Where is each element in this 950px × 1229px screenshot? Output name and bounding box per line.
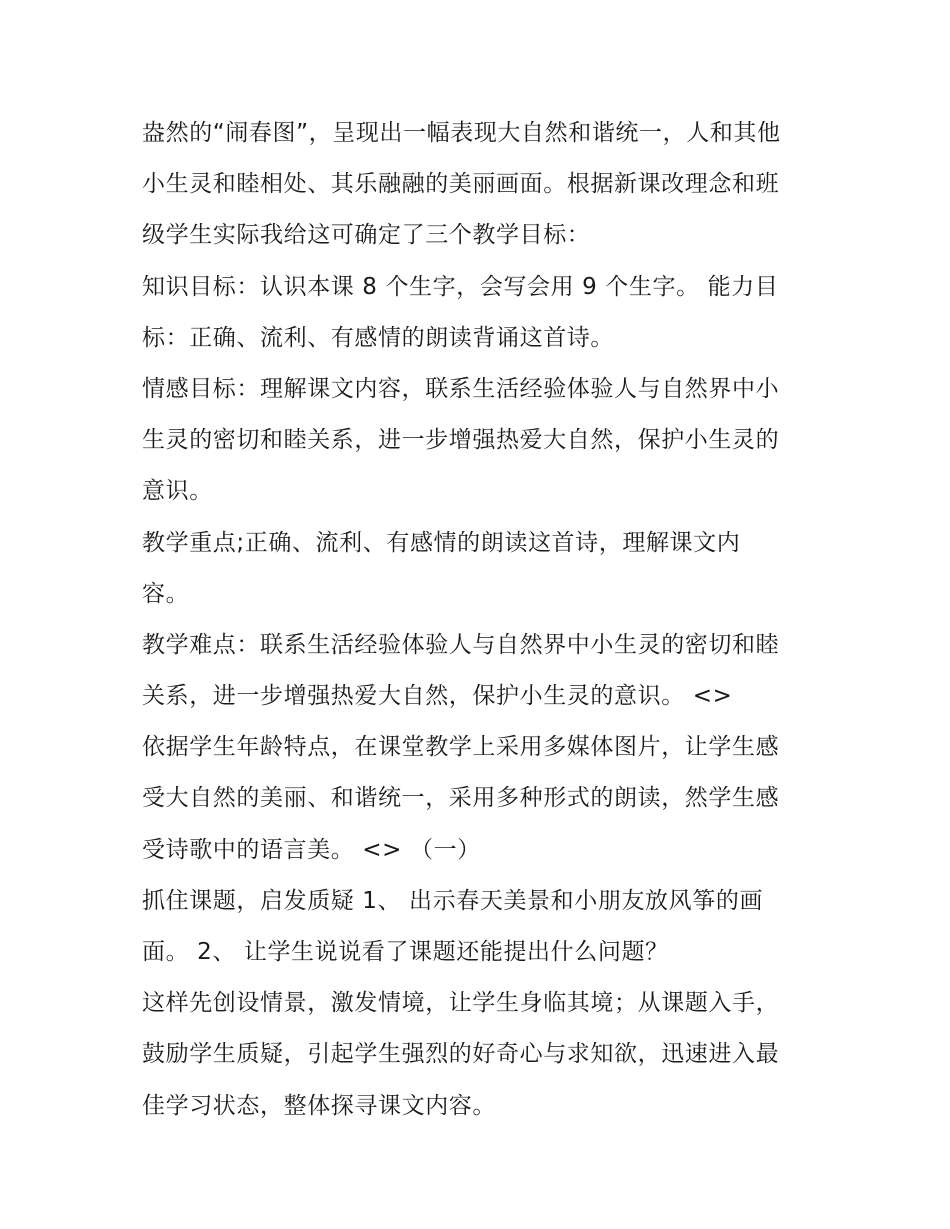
text-line: 受诗歌中的语言美。 <> （一）: [142, 836, 481, 863]
text-line: 标：正确、流利、有感情的朗读背诵这首诗。: [142, 324, 614, 351]
text-line: 鼓励学生质疑，引起学生强烈的好奇心与求知欲，迅速进入最: [142, 1041, 780, 1068]
text-line: 盎然的“闹春图”，呈现出一幅表现大自然和谐统一，人和其他: [142, 120, 781, 146]
body-text: [142, 108, 822, 1132]
text-line: 教学重点;正确、流利、有感情的朗读这首诗，理解课文内: [142, 529, 741, 556]
text-line: 级学生实际我给这可确定了三个教学目标：: [142, 222, 591, 249]
text-line: 抓住课题，启发质疑 1、 出示春天美景和小朋友放风筝的画: [142, 887, 764, 914]
text-line: 情感目标：理解课文内容，联系生活经验体验人与自然界中小: [142, 375, 780, 402]
text-line: 意识。: [142, 478, 213, 505]
text-line: 依据学生年龄特点，在课堂教学上采用多媒体图片，让学生感: [142, 734, 780, 761]
text-line: 小生灵和睦相处、其乐融融的美丽画面。根据新课改理念和班: [142, 171, 780, 198]
text-line: 教学难点：联系生活经验体验人与自然界中小生灵的密切和睦: [142, 631, 780, 658]
text-line: 生灵的密切和睦关系，进一步增强热爱大自然，保护小生灵的: [142, 427, 780, 454]
text-line: 受大自然的美丽、和谐统一，采用多种形式的朗读，然学生感: [142, 785, 780, 812]
text-line: 佳学习状态，整体探寻课文内容。: [142, 1092, 496, 1119]
text-line: 关系，进一步增强热爱大自然，保护小生灵的意识。 <>: [142, 683, 733, 710]
text-line: 容。: [142, 580, 190, 607]
text-line: 面。 2、 让学生说说看了课题还能提出什么问题？: [142, 939, 669, 965]
text-line: 这样先创设情景，激发情境，让学生身临其境；从课题入手，: [142, 990, 780, 1017]
text-line: 知识目标：认识本课 8 个生字，会写会用 9 个生字。 能力目: [142, 273, 779, 300]
